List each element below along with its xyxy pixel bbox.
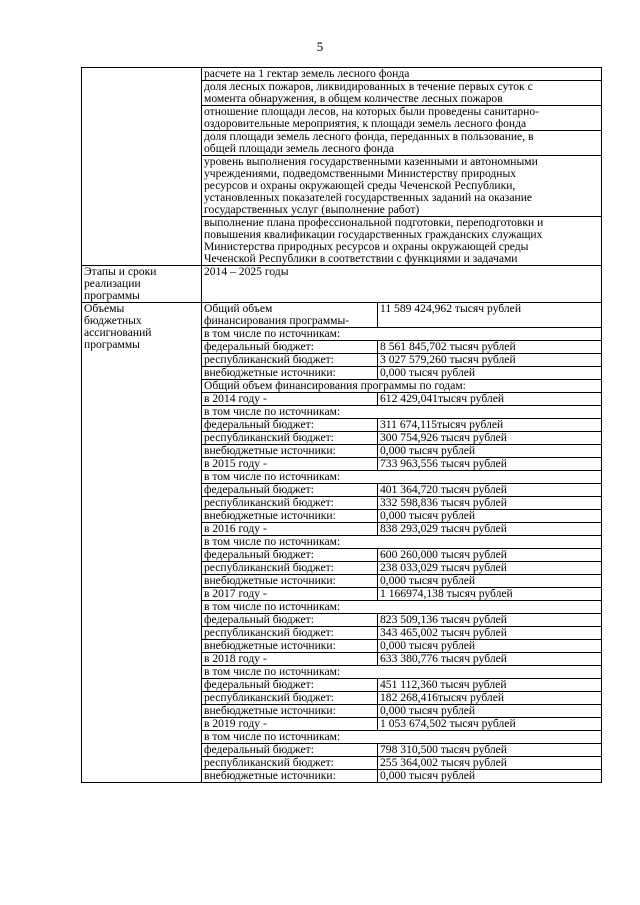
funding-by-year-header: Общий объем финансирования программы по годам: — [202, 380, 602, 393]
year-source-value: 451 112,360 тысяч рублей — [378, 679, 602, 692]
year-source-value: 332 598,836 тысяч рублей — [378, 497, 602, 510]
indicator-text: расчете на 1 гектар земель лесного фонда — [202, 68, 602, 81]
funding-total-label: Общий объем финансирования программы- — [202, 303, 378, 328]
year-source-name: республиканский бюджет: — [202, 432, 378, 445]
year-sources-header: в том числе по источникам: — [202, 666, 602, 679]
year-source-value: 300 754,926 тысяч рублей — [378, 432, 602, 445]
year-source-value: 600 260,000 тысяч рублей — [378, 549, 602, 562]
year-source-name: федеральный бюджет: — [202, 419, 378, 432]
funding-total-value: 11 589 424,962 тысяч рублей — [378, 303, 602, 328]
indicators-label-cell — [82, 68, 202, 266]
page-number: 5 — [316, 39, 324, 54]
indicator-text: уровень выполнения государственными казенными и автономными учреждениями, подведомственными Министерству природных ресурсов и охраны окружающей среды Чеченской Республики, установленных показателей государственных заданий на оказание государственных услуг (выполнение работ) — [202, 156, 602, 217]
year-source-name: внебюджетные источники: — [202, 640, 378, 653]
year-source-value: 0,000 тысяч рублей — [378, 445, 602, 458]
year-source-value: 0,000 тысяч рублей — [378, 640, 602, 653]
year-source-value: 0,000 тысяч рублей — [378, 510, 602, 523]
program-passport-table — [81, 67, 602, 783]
year-source-name: федеральный бюджет: — [202, 614, 378, 627]
year-source-value: 255 364,002 тысяч рублей — [378, 757, 602, 770]
year-source-name: федеральный бюджет: — [202, 484, 378, 497]
year-source-name: республиканский бюджет: — [202, 757, 378, 770]
year-source-name: федеральный бюджет: — [202, 549, 378, 562]
year-total-value: 733 963,556 тысяч рублей — [378, 458, 602, 471]
year-sources-header: в том числе по источникам: — [202, 536, 602, 549]
year-source-name: внебюджетные источники: — [202, 705, 378, 718]
year-source-name: федеральный бюджет: — [202, 679, 378, 692]
year-source-name: республиканский бюджет: — [202, 562, 378, 575]
source-name: федеральный бюджет: — [202, 341, 378, 354]
year-source-value: 823 509,136 тысяч рублей — [378, 614, 602, 627]
year-total-value: 612 429,041тысяч рублей — [378, 393, 602, 406]
year-source-name: республиканский бюджет: — [202, 692, 378, 705]
year-source-name: внебюджетные источники: — [202, 575, 378, 588]
stages-value: 2014 – 2025 годы — [202, 266, 602, 303]
year-source-value: 311 674,115тысяч рублей — [378, 419, 602, 432]
indicator-row — [82, 68, 602, 81]
indicator-text: доля площади земель лесного фонда, переданных в пользование, в общей площади земель лесного фонда — [202, 131, 602, 156]
year-label: в 2019 году - — [202, 718, 378, 731]
year-label: в 2018 году - — [202, 653, 378, 666]
year-sources-header: в том числе по источникам: — [202, 601, 602, 614]
year-sources-header: в том числе по источникам: — [202, 731, 602, 744]
year-source-value: 343 465,002 тысяч рублей — [378, 627, 602, 640]
year-source-name: федеральный бюджет: — [202, 744, 378, 757]
year-source-name: республиканский бюджет: — [202, 627, 378, 640]
year-label: в 2015 году - — [202, 458, 378, 471]
year-source-name: республиканский бюджет: — [202, 497, 378, 510]
stages-label: Этапы и сроки реализации программы — [82, 266, 202, 303]
program-passport-body — [82, 68, 602, 783]
source-value: 3 027 579,260 тысяч рублей — [378, 354, 602, 367]
year-source-value: 182 268,416тысяч рублей — [378, 692, 602, 705]
year-source-value: 0,000 тысяч рублей — [378, 770, 602, 783]
year-label: в 2017 году - — [202, 588, 378, 601]
source-name: внебюджетные источники: — [202, 367, 378, 380]
year-sources-header: в том числе по источникам: — [202, 471, 602, 484]
year-source-name: внебюджетные источники: — [202, 510, 378, 523]
funding-sources-header: в том числе по источникам: — [202, 328, 602, 341]
year-label: в 2014 году - — [202, 393, 378, 406]
funding-label: Объемы бюджетных ассигнований программы — [82, 303, 202, 783]
indicator-text: выполнение плана профессиональной подготовки, переподготовки и повышения квалификации государственных гражданских служащих Министерства природных ресурсов и охраны окружающей среды Чеченской Республики в соответствии с функциями и задачами — [202, 217, 602, 266]
year-total-value: 633 380,776 тысяч рублей — [378, 653, 602, 666]
funding-total-row — [82, 303, 602, 328]
year-source-value: 798 310,500 тысяч рублей — [378, 744, 602, 757]
indicator-text: отношение площади лесов, на которых были проведены санитарно- оздоровительные мероприятия, к площади земель лесного фонда — [202, 106, 602, 131]
source-value: 0,000 тысяч рублей — [378, 367, 602, 380]
source-name: республиканский бюджет: — [202, 354, 378, 367]
stages-row — [82, 266, 602, 303]
year-total-value: 1 053 674,502 тысяч рублей — [378, 718, 602, 731]
year-source-value: 0,000 тысяч рублей — [378, 575, 602, 588]
year-total-value: 838 293,029 тысяч рублей — [378, 523, 602, 536]
year-total-value: 1 166974,138 тысяч рублей — [378, 588, 602, 601]
year-source-name: внебюджетные источники: — [202, 770, 378, 783]
year-source-name: внебюджетные источники: — [202, 445, 378, 458]
indicator-text: доля лесных пожаров, ликвидированных в течение первых суток с момента обнаружения, в общем количестве лесных пожаров — [202, 81, 602, 106]
year-source-value: 401 364,720 тысяч рублей — [378, 484, 602, 497]
year-label: в 2016 году - — [202, 523, 378, 536]
source-value: 8 561 845,702 тысяч рублей — [378, 341, 602, 354]
year-source-value: 0,000 тысяч рублей — [378, 705, 602, 718]
year-sources-header: в том числе по источникам: — [202, 406, 602, 419]
year-source-value: 238 033,029 тысяч рублей — [378, 562, 602, 575]
